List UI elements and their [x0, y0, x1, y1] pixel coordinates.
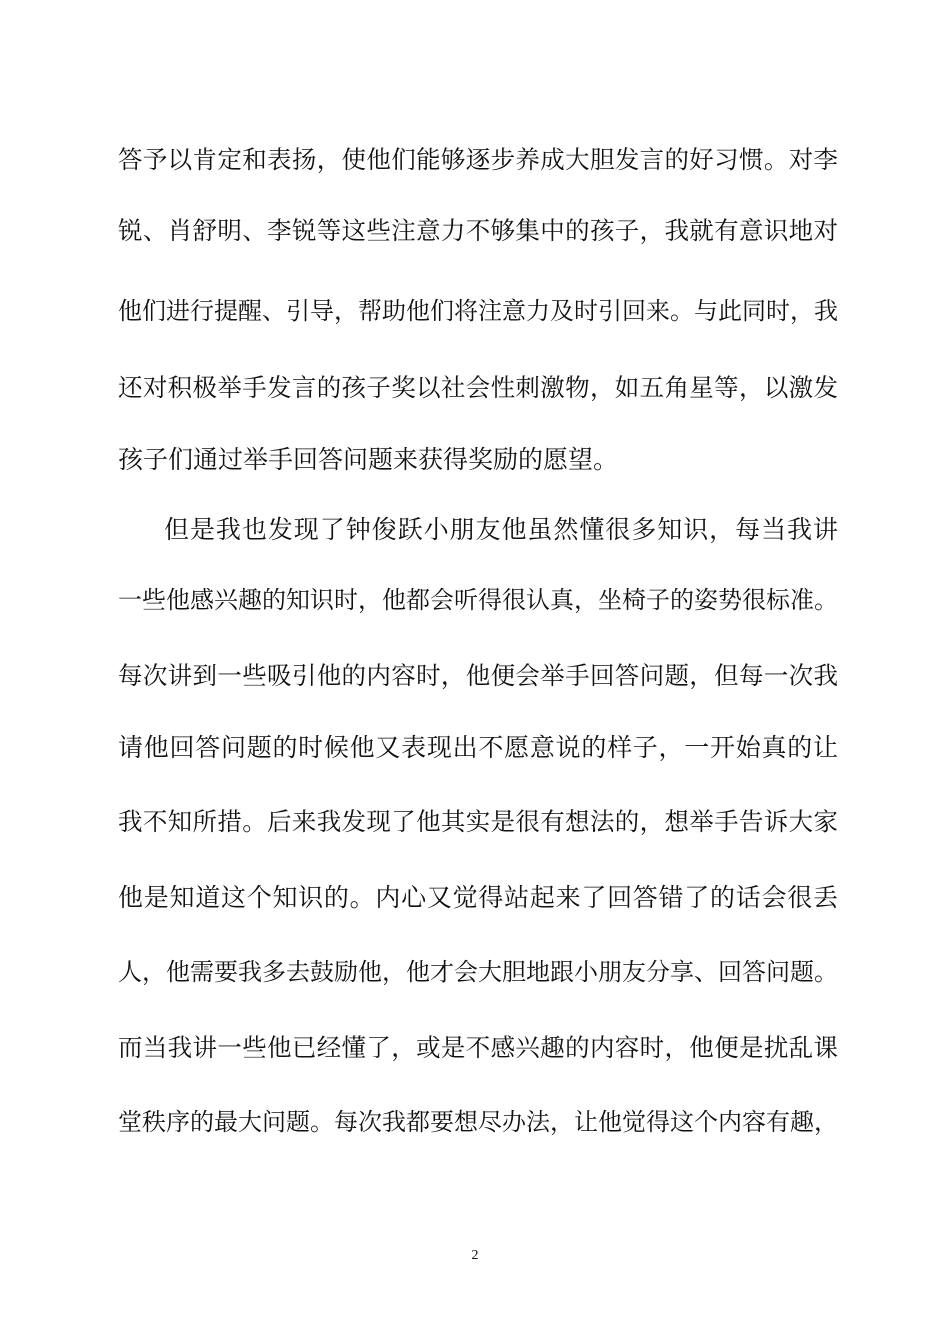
body-line-13: 而当我讲一些他已经懂了，或是不感兴趣的内容时，他便是扰乱课 — [118, 1033, 838, 1062]
body-line-2: 锐、肖舒明、李锐等这些注意力不够集中的孩子，我就有意识地对 — [118, 216, 838, 245]
body-line-3: 他们进行提醒、引导，帮助他们将注意力及时引回来。与此同时，我 — [118, 297, 838, 325]
body-line-9: 请他回答问题的时候他又表现出不愿意说的样子，一开始真的让 — [118, 733, 838, 762]
body-line-8: 每次讲到一些吸引他的内容时，他便会举手回答问题，但每一次我 — [118, 661, 838, 690]
body-line-7: 一些他感兴趣的知识时，他都会听得很认真，坐椅子的姿势很标准。 — [118, 586, 838, 614]
page-number: 2 — [471, 1248, 479, 1263]
body-line-11: 他是知道这个知识的。内心又觉得站起来了回答错了的话会很丢 — [118, 883, 838, 912]
body-line-4: 还对积极举手发言的孩子奖以社会性刺激物，如五角星等，以激发 — [118, 373, 838, 402]
body-line-10: 我不知所措。后来我发现了他其实是很有想法的，想举手告诉大家 — [118, 807, 838, 836]
body-line-6: 但是我也发现了钟俊跃小朋友他虽然懂很多知识，每当我讲 — [164, 515, 838, 544]
body-line-12: 人，他需要我多去鼓励他，他才会大胆地跟小朋友分享、回答问题。 — [118, 958, 838, 986]
body-line-5: 孩子们通过举手回答问题来获得奖励的愿望。 — [118, 445, 619, 474]
body-line-14: 堂秩序的最大问题。每次我都要想尽办法，让他觉得这个内容有趣， — [118, 1108, 838, 1136]
body-line-1: 答予以肯定和表扬，使他们能够逐步养成大胆发言的好习惯。对李 — [118, 145, 838, 174]
